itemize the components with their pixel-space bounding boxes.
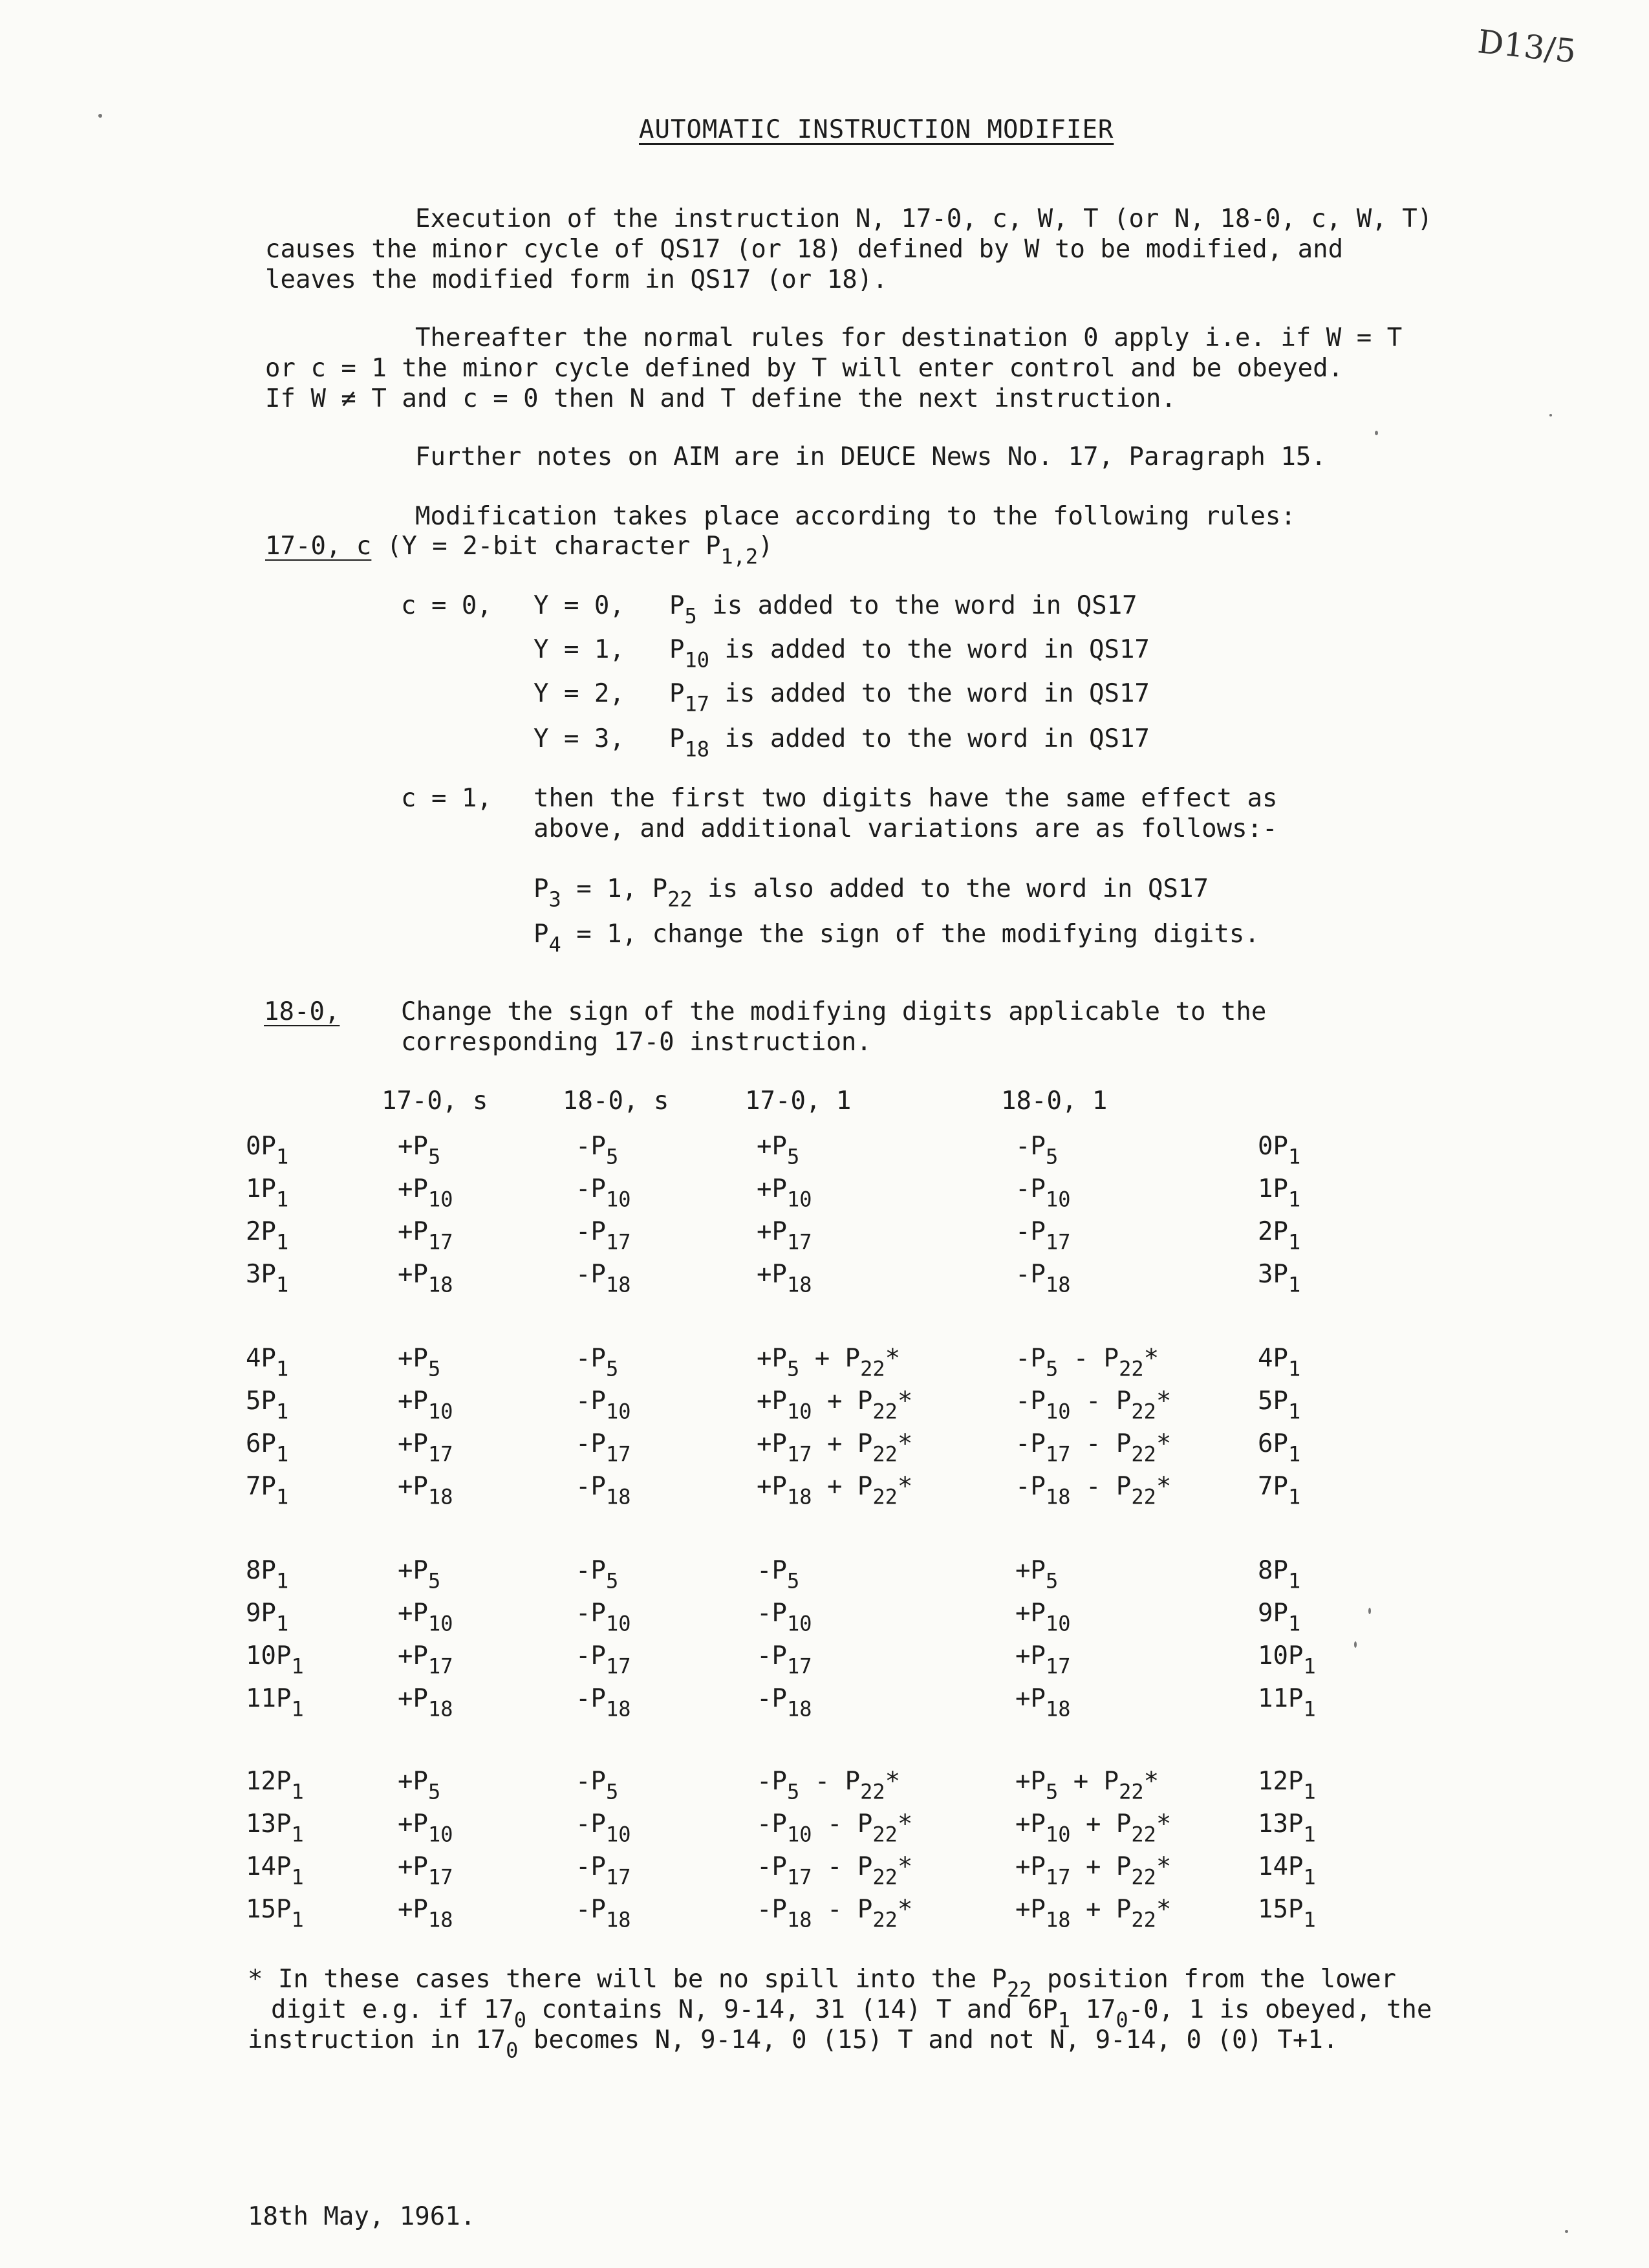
table-header-17-0-1: 17-0, 1 xyxy=(745,1086,852,1116)
table-cell-row-label: $7P_1$ xyxy=(246,1472,289,1509)
p4-rule xyxy=(534,920,1260,957)
subscript: 5 xyxy=(605,1144,619,1169)
paragraph-line: or c = 1 the minor cycle defined by T will enter control and be obeyed. xyxy=(265,353,1344,383)
table-cell-row-label-right: $3P_1$ xyxy=(1258,1260,1301,1297)
table-cell-row-label-right: $9P_1$ xyxy=(1258,1599,1301,1636)
subscript: 1 xyxy=(291,1696,304,1722)
subscript: 18 xyxy=(1045,1272,1071,1297)
subscript: 17 xyxy=(605,1864,631,1890)
table-cell-value-17-0-1: $+P_5 + P_{22}*$ xyxy=(757,1344,901,1381)
subscript: 22 xyxy=(872,1442,898,1467)
table-cell-row-label-right: $2P_1$ xyxy=(1258,1217,1301,1255)
table-cell-value-17-0-s: $+P_5$ xyxy=(398,1767,441,1804)
table-cell-value-17-0-1: $-P_{18}$ xyxy=(757,1684,812,1722)
scan-speck xyxy=(1368,1608,1371,1614)
table-cell-value-18-0-s: $-P_{17}$ xyxy=(576,1641,631,1679)
table-cell-row-label-right: $8P_1$ xyxy=(1258,1556,1301,1593)
table-cell-value-18-0-1: $+P_{17} + P_{22}*$ xyxy=(1015,1852,1172,1890)
subscript: 4 xyxy=(548,932,561,957)
c0-label: c = 0, xyxy=(401,591,492,620)
subscript: 5 xyxy=(605,1568,619,1593)
table-cell-row-label: $5P_1$ xyxy=(246,1387,289,1424)
paragraph-line: above, and additional variations are as follows:- xyxy=(534,814,1278,843)
subscript: 10 xyxy=(1045,1611,1071,1636)
table-cell-value-18-0-1: $-P_{10}$ xyxy=(1015,1174,1071,1212)
table-cell-value-18-0-1: $-P_5 - P_{22}*$ xyxy=(1015,1344,1159,1381)
table-cell-value-17-0-1: $+P_{17}$ xyxy=(757,1217,812,1255)
table-cell-row-label-right: $11P_1$ xyxy=(1258,1684,1316,1722)
table-cell-value-18-0-s: $-P_5$ xyxy=(576,1344,619,1381)
table-cell-value-17-0-s: $+P_{17}$ xyxy=(398,1217,453,1255)
table-cell-value-17-0-1: $+P_{18}$ xyxy=(757,1260,812,1297)
subscript: 1 xyxy=(1288,1442,1301,1467)
table-cell-value-17-0-s: $+P_{18}$ xyxy=(398,1472,453,1509)
subscript: 1 xyxy=(1288,1611,1301,1636)
paragraph-further-notes: Further notes on AIM are in DEUCE News No. 17, Paragraph 15. xyxy=(415,442,1326,471)
table-header-17-0-s: 17-0, s xyxy=(382,1086,488,1116)
subscript: 1 xyxy=(291,1822,304,1847)
table-cell-value-17-0-s: $+P_{18}$ xyxy=(398,1895,453,1932)
paragraph-line: leaves the modified form in QS17 (or 18). xyxy=(265,265,888,294)
subscript: 18 xyxy=(786,1272,812,1297)
subscript: 5 xyxy=(786,1779,800,1804)
table-cell-value-18-0-1: $+P_{10} + P_{22}*$ xyxy=(1015,1809,1172,1847)
subscript: 5 xyxy=(427,1568,441,1593)
table-cell-value-17-0-1: $-P_{17}$ xyxy=(757,1641,812,1679)
table-cell-value-18-0-s: $-P_{18}$ xyxy=(576,1260,631,1297)
table-cell-value-17-0-1: $+P_{17} + P_{22}*$ xyxy=(757,1429,913,1467)
table-cell-value-17-0-s: $+P_{18}$ xyxy=(398,1260,453,1297)
table-cell-row-label: $4P_1$ xyxy=(246,1344,289,1381)
subscript: 17 xyxy=(786,1229,812,1255)
subscript: 17 xyxy=(1045,1442,1071,1467)
table-cell-row-label: $13P_1$ xyxy=(246,1809,304,1847)
subscript: 1 xyxy=(275,1144,289,1169)
subscript: 18 xyxy=(1045,1696,1071,1722)
table-cell-value-18-0-s: $-P_{17}$ xyxy=(576,1217,631,1255)
subscript: 10 xyxy=(605,1187,631,1212)
subscript: 1 xyxy=(275,1611,289,1636)
c0-rule-row xyxy=(534,724,1150,762)
footnote-line xyxy=(248,2025,1432,2062)
table-cell-value-18-0-s: $-P_{17}$ xyxy=(576,1429,631,1467)
rule-text: is added to the word in QS17 xyxy=(709,724,1150,753)
table-cell-value-18-0-s: $-P_{18}$ xyxy=(576,1472,631,1509)
y-value: Y = 1, xyxy=(534,635,625,664)
y-value: Y = 3, xyxy=(534,724,625,753)
table-cell-row-label: $9P_1$ xyxy=(246,1599,289,1636)
subscript: 1 xyxy=(1288,1484,1301,1509)
table-cell-value-18-0-s: $-P_{18}$ xyxy=(576,1684,631,1722)
subscript: 10 xyxy=(605,1611,631,1636)
subscript: 1 xyxy=(1303,1907,1316,1932)
paragraph-line: Execution of the instruction N, 17-0, c, W, T (or N, 18-0, c, W, T) xyxy=(415,204,1433,233)
subscript: 1 xyxy=(1303,1822,1316,1847)
table-cell-value-18-0-1: $-P_{17} - P_{22}*$ xyxy=(1015,1429,1172,1467)
scan-speck xyxy=(1375,431,1378,435)
subscript: 17 xyxy=(1045,1864,1071,1890)
table-cell-value-18-0-1: $-P_{10} - P_{22}*$ xyxy=(1015,1387,1172,1424)
table-cell-row-label-right: $14P_1$ xyxy=(1258,1852,1316,1890)
table-cell-value-18-0-1: $-P_{17}$ xyxy=(1015,1217,1071,1255)
subscript: 22 xyxy=(1131,1442,1156,1467)
p-symbol: P xyxy=(534,920,549,949)
subscript: 10 xyxy=(786,1611,812,1636)
subscript: 10 xyxy=(786,1399,812,1424)
rule-18-description xyxy=(401,997,1266,1058)
subscript: 17 xyxy=(427,1654,453,1679)
table-cell-value-17-0-s: $+P_5$ xyxy=(398,1132,441,1169)
rule-text: is added to the word in QS17 xyxy=(709,679,1150,708)
table-cell-value-18-0-s: $-P_{10}$ xyxy=(576,1387,631,1424)
rule-17-heading xyxy=(265,532,773,569)
table-cell-value-17-0-s: $+P_{17}$ xyxy=(398,1641,453,1679)
paragraph-line: Thereafter the normal rules for destination 0 apply i.e. if W = T xyxy=(415,323,1403,352)
subscript: 22 xyxy=(860,1356,885,1381)
table-cell-row-label-right: $4P_1$ xyxy=(1258,1344,1301,1381)
subscript: 1 xyxy=(1303,1779,1316,1804)
scan-speck xyxy=(1354,1641,1357,1648)
subscript: 10 xyxy=(1045,1822,1071,1847)
subscript: 17 xyxy=(1045,1654,1071,1679)
subscript: 10 xyxy=(1045,1399,1071,1424)
subscript: 10 xyxy=(427,1187,453,1212)
table-cell-row-label-right: $0P_1$ xyxy=(1258,1132,1301,1169)
subscript: 22 xyxy=(1131,1907,1156,1932)
subscript: 5 xyxy=(605,1356,619,1381)
footnote-text: contains N, 9-14, 31 (14) T and 6P xyxy=(541,1994,1058,2024)
table-cell-row-label: $3P_1$ xyxy=(246,1260,289,1297)
p3-text-end: is also added to the word in QS17 xyxy=(707,874,1209,903)
subscript: 5 xyxy=(427,1144,441,1169)
subscript: 22 xyxy=(1131,1484,1156,1509)
subscript: 22 xyxy=(1119,1356,1144,1381)
table-cell-row-label: $6P_1$ xyxy=(246,1429,289,1467)
y-value: Y = 0, xyxy=(534,591,625,620)
subscript: 22 xyxy=(872,1907,898,1932)
table-cell-row-label: $10P_1$ xyxy=(246,1641,304,1679)
table-cell-row-label-right: $12P_1$ xyxy=(1258,1767,1316,1804)
subscript: 1 xyxy=(275,1442,289,1467)
subscript: 1 xyxy=(275,1399,289,1424)
subscript: 5 xyxy=(1045,1144,1059,1169)
scan-speck xyxy=(98,114,102,118)
c1-label: c = 1, xyxy=(401,784,492,813)
paragraph-thereafter xyxy=(265,323,1442,414)
table-cell-value-18-0-1: $+P_5 + P_{22}*$ xyxy=(1015,1767,1159,1804)
p4-text: = 1, change the sign of the modifying digits. xyxy=(576,920,1260,949)
table-cell-value-18-0-1: $+P_{17}$ xyxy=(1015,1641,1071,1679)
subscript: 18 xyxy=(1045,1484,1071,1509)
table-cell-row-label-right: $1P_1$ xyxy=(1258,1174,1301,1212)
table-cell-value-17-0-1: $+P_5$ xyxy=(757,1132,800,1169)
subscript: 22 xyxy=(1007,1977,1032,2002)
subscript: 17 xyxy=(684,691,709,717)
table-cell-value-18-0-1: $-P_{18} - P_{22}*$ xyxy=(1015,1472,1172,1509)
character-definition-close: ) xyxy=(758,532,773,561)
table-cell-value-17-0-s: $+P_{17}$ xyxy=(398,1429,453,1467)
subscript: 0 xyxy=(506,2037,519,2062)
paragraph-line: then the first two digits have the same effect as xyxy=(534,784,1278,813)
table-cell-value-17-0-s: $+P_{10}$ xyxy=(398,1174,453,1212)
subscript: 22 xyxy=(1131,1399,1156,1424)
subscript: 5 xyxy=(427,1356,441,1381)
subscript: 1 xyxy=(1288,1568,1301,1593)
paragraph-line: corresponding 17-0 instruction. xyxy=(401,1027,872,1057)
subscript: 18 xyxy=(684,737,709,762)
subscript: 18 xyxy=(605,1907,631,1932)
table-cell-row-label-right: $13P_1$ xyxy=(1258,1809,1316,1847)
p-symbol: P xyxy=(534,874,549,903)
footnote-text: digit e.g. if 17 xyxy=(271,1994,514,2024)
table-cell-value-18-0-1: $-P_{18}$ xyxy=(1015,1260,1071,1297)
subscript: 22 xyxy=(1119,1779,1144,1804)
subscript: 5 xyxy=(1045,1568,1059,1593)
subscript: 22 xyxy=(860,1779,885,1804)
subscript: 1 xyxy=(1303,1696,1316,1722)
table-cell-value-18-0-1: $+P_{18}$ xyxy=(1015,1684,1071,1722)
subscript: 1 xyxy=(1288,1356,1301,1381)
subscript: 5 xyxy=(786,1144,800,1169)
footnote-line xyxy=(248,1965,1432,2002)
rule-text: is added to the word in QS17 xyxy=(696,591,1137,620)
subscript: 10 xyxy=(427,1822,453,1847)
footnote xyxy=(248,1965,1432,2062)
subscript: 10 xyxy=(1045,1187,1071,1212)
subscript: 17 xyxy=(786,1864,812,1890)
subscript: 10 xyxy=(427,1399,453,1424)
subscript: 18 xyxy=(427,1272,453,1297)
subscript: 1 xyxy=(291,1864,304,1890)
c0-rule-row xyxy=(534,591,1137,629)
subscript: 1 xyxy=(275,1272,289,1297)
subscript: 1 xyxy=(275,1187,289,1212)
table-cell-value-18-0-s: $-P_{10}$ xyxy=(576,1174,631,1212)
footnote-text: 17 xyxy=(1085,1994,1116,2024)
subscript: 17 xyxy=(427,1229,453,1255)
character-definition: (Y = 2-bit character P xyxy=(386,532,721,561)
subscript: 18 xyxy=(427,1484,453,1509)
table-header-18-0-1: 18-0, 1 xyxy=(1001,1086,1108,1116)
subscript: 1 xyxy=(1288,1272,1301,1297)
subscript: 17 xyxy=(786,1442,812,1467)
table-cell-row-label: $1P_1$ xyxy=(246,1174,289,1212)
paragraph-execution xyxy=(265,204,1442,295)
document-date: 18th May, 1961. xyxy=(248,2202,476,2231)
subscript: 10 xyxy=(684,647,709,673)
paragraph-line: Change the sign of the modifying digits applicable to the xyxy=(401,997,1267,1026)
subscript: 10 xyxy=(605,1399,631,1424)
rule-17-label: 17-0, c xyxy=(265,532,372,561)
table-cell-value-18-0-s: $-P_5$ xyxy=(576,1132,619,1169)
page-title: AUTOMATIC INSTRUCTION MODIFIER xyxy=(639,115,1114,144)
table-cell-value-17-0-s: $+P_{18}$ xyxy=(398,1684,453,1722)
subscript: 10 xyxy=(786,1822,812,1847)
subscript: 22 xyxy=(872,1864,898,1890)
table-cell-value-18-0-1: $+P_{18} + P_{22}*$ xyxy=(1015,1895,1172,1932)
table-cell-value-18-0-1: $+P_5$ xyxy=(1015,1556,1059,1593)
subscript: 18 xyxy=(605,1696,631,1722)
table-cell-row-label-right: $15P_1$ xyxy=(1258,1895,1316,1932)
subscript: 22 xyxy=(872,1822,898,1847)
p-symbol: P xyxy=(669,635,685,664)
footnote-text: becomes N, 9-14, 0 (15) T and not N, 9-14, 0 (0) T+1. xyxy=(533,2025,1339,2055)
subscript: 1 xyxy=(1288,1144,1301,1169)
table-cell-row-label: $15P_1$ xyxy=(246,1895,304,1932)
subscript: 17 xyxy=(605,1442,631,1467)
table-cell-value-17-0-1: $-P_5 - P_{22}*$ xyxy=(757,1767,901,1804)
table-cell-value-18-0-s: $-P_{10}$ xyxy=(576,1599,631,1636)
table-cell-value-17-0-s: $+P_{10}$ xyxy=(398,1387,453,1424)
subscript: 0 xyxy=(1116,2007,1128,2033)
subscript: 5 xyxy=(427,1779,441,1804)
table-cell-value-18-0-1: $-P_5$ xyxy=(1015,1132,1059,1169)
table-cell-value-17-0-1: $-P_{18} - P_{22}*$ xyxy=(757,1895,913,1932)
subscript: 10 xyxy=(786,1187,812,1212)
y-value: Y = 2, xyxy=(534,679,625,708)
subscript: 1 xyxy=(1303,1864,1316,1890)
subscript: 5 xyxy=(786,1568,800,1593)
subscript: 17 xyxy=(427,1442,453,1467)
footnote-text: instruction in 17 xyxy=(248,2025,506,2055)
subscript: 18 xyxy=(786,1484,812,1509)
scan-speck xyxy=(1549,414,1552,416)
subscript: 17 xyxy=(427,1864,453,1890)
subscript: 5 xyxy=(605,1779,619,1804)
subscript: 1 xyxy=(1288,1399,1301,1424)
table-cell-row-label-right: $5P_1$ xyxy=(1258,1387,1301,1424)
table-cell-row-label: $8P_1$ xyxy=(246,1556,289,1593)
footnote-text: * In these cases there will be no spill into the P xyxy=(248,1965,1007,1994)
subscript: 17 xyxy=(1045,1229,1071,1255)
subscript: 18 xyxy=(786,1696,812,1722)
p3-text: = 1, P xyxy=(576,874,668,903)
subscript: 5 xyxy=(786,1356,800,1381)
subscript: 1 xyxy=(275,1568,289,1593)
subscript: 22 xyxy=(667,887,693,912)
subscript: 17 xyxy=(605,1654,631,1679)
p-symbol: P xyxy=(669,724,685,753)
table-cell-value-18-0-s: $-P_5$ xyxy=(576,1767,619,1804)
subscript: 1 xyxy=(275,1484,289,1509)
subscript: 1 xyxy=(1288,1187,1301,1212)
subscript: 1 xyxy=(275,1356,289,1381)
table-cell-value-18-0-s: $-P_{17}$ xyxy=(576,1852,631,1890)
subscript: 1 xyxy=(275,1229,289,1255)
table-cell-value-17-0-1: $-P_{10}$ xyxy=(757,1599,812,1636)
table-cell-value-18-0-s: $-P_5$ xyxy=(576,1556,619,1593)
c1-description xyxy=(534,784,1278,845)
table-cell-value-17-0-s: $+P_{10}$ xyxy=(398,1599,453,1636)
table-header-18-0-s: 18-0, s xyxy=(563,1086,669,1116)
rule-text: is added to the word in QS17 xyxy=(709,635,1150,664)
subscript: 10 xyxy=(427,1611,453,1636)
paragraph-line: If W ≠ T and c = 0 then N and T define the next instruction. xyxy=(265,383,1176,413)
table-cell-value-17-0-1: $-P_{10} - P_{22}*$ xyxy=(757,1809,913,1847)
scan-speck xyxy=(1565,2230,1568,2233)
table-cell-value-17-0-1: $+P_{10}$ xyxy=(757,1174,812,1212)
table-cell-value-18-0-1: $+P_{10}$ xyxy=(1015,1599,1071,1636)
subscript: 1 xyxy=(1288,1229,1301,1255)
c0-rule-row xyxy=(534,635,1150,673)
table-cell-row-label: $11P_1$ xyxy=(246,1684,304,1722)
subscript: 17 xyxy=(605,1229,631,1255)
paragraph-modification: Modification takes place according to the following rules: xyxy=(415,502,1296,531)
subscript: 18 xyxy=(1045,1907,1071,1932)
table-cell-row-label: $0P_1$ xyxy=(246,1132,289,1169)
subscript: 5 xyxy=(1045,1356,1059,1381)
table-cell-row-label: $14P_1$ xyxy=(246,1852,304,1890)
c0-rule-row xyxy=(534,679,1150,717)
p3-rule xyxy=(534,874,1209,912)
document-reference-mark: D13/5 xyxy=(1476,23,1578,70)
table-cell-row-label-right: $7P_1$ xyxy=(1258,1472,1301,1509)
subscript: 0 xyxy=(513,2007,526,2033)
subscript: 22 xyxy=(1131,1822,1156,1847)
subscript: 17 xyxy=(786,1654,812,1679)
table-cell-value-17-0-s: $+P_5$ xyxy=(398,1344,441,1381)
p-symbol: P xyxy=(669,591,685,620)
table-cell-value-17-0-s: $+P_{10}$ xyxy=(398,1809,453,1847)
subscript: 18 xyxy=(427,1696,453,1722)
table-cell-value-17-0-s: $+P_{17}$ xyxy=(398,1852,453,1890)
rule-18-label-text: 18-0, xyxy=(264,997,340,1026)
table-cell-value-17-0-s: $+P_5$ xyxy=(398,1556,441,1593)
footnote-line xyxy=(248,1994,1432,2033)
p-symbol: P xyxy=(669,679,685,708)
rule-18-label xyxy=(264,997,339,1028)
subscript: 5 xyxy=(1045,1779,1059,1804)
subscript: 1 xyxy=(1303,1654,1316,1679)
table-cell-row-label: $12P_1$ xyxy=(246,1767,304,1804)
table-cell-value-17-0-1: $-P_{17} - P_{22}*$ xyxy=(757,1852,913,1890)
subscript: 1 xyxy=(291,1779,304,1804)
table-cell-row-label-right: $10P_1$ xyxy=(1258,1641,1316,1679)
table-cell-row-label: $2P_1$ xyxy=(246,1217,289,1255)
subscript: 18 xyxy=(427,1907,453,1932)
table-cell-row-label-right: $6P_1$ xyxy=(1258,1429,1301,1467)
table-cell-value-17-0-1: $+P_{18} + P_{22}*$ xyxy=(757,1472,913,1509)
subscript: 18 xyxy=(605,1272,631,1297)
subscript: 1 xyxy=(291,1654,304,1679)
subscript: 22 xyxy=(872,1484,898,1509)
subscript: 10 xyxy=(605,1822,631,1847)
table-cell-value-18-0-s: $-P_{18}$ xyxy=(576,1895,631,1932)
table-cell-value-17-0-1: $+P_{10} + P_{22}*$ xyxy=(757,1387,913,1424)
footnote-text: -0, 1 is obeyed, the xyxy=(1128,1994,1432,2024)
subscript: 3 xyxy=(548,887,561,912)
table-cell-value-17-0-1: $-P_5$ xyxy=(757,1556,800,1593)
subscript: 22 xyxy=(1131,1864,1156,1890)
subscript: 1 xyxy=(291,1907,304,1932)
subscript: 1 xyxy=(1057,2007,1070,2033)
subscript: 22 xyxy=(872,1399,898,1424)
subscript: 18 xyxy=(786,1907,812,1932)
paragraph-line: causes the minor cycle of QS17 (or 18) defined by W to be modified, and xyxy=(265,234,1344,264)
table-cell-value-18-0-s: $-P_{10}$ xyxy=(576,1809,631,1847)
subscript: 18 xyxy=(605,1484,631,1509)
footnote-text: position from the lower xyxy=(1046,1965,1397,1994)
subscript: 5 xyxy=(684,603,697,629)
subscript: 1,2 xyxy=(720,544,759,569)
